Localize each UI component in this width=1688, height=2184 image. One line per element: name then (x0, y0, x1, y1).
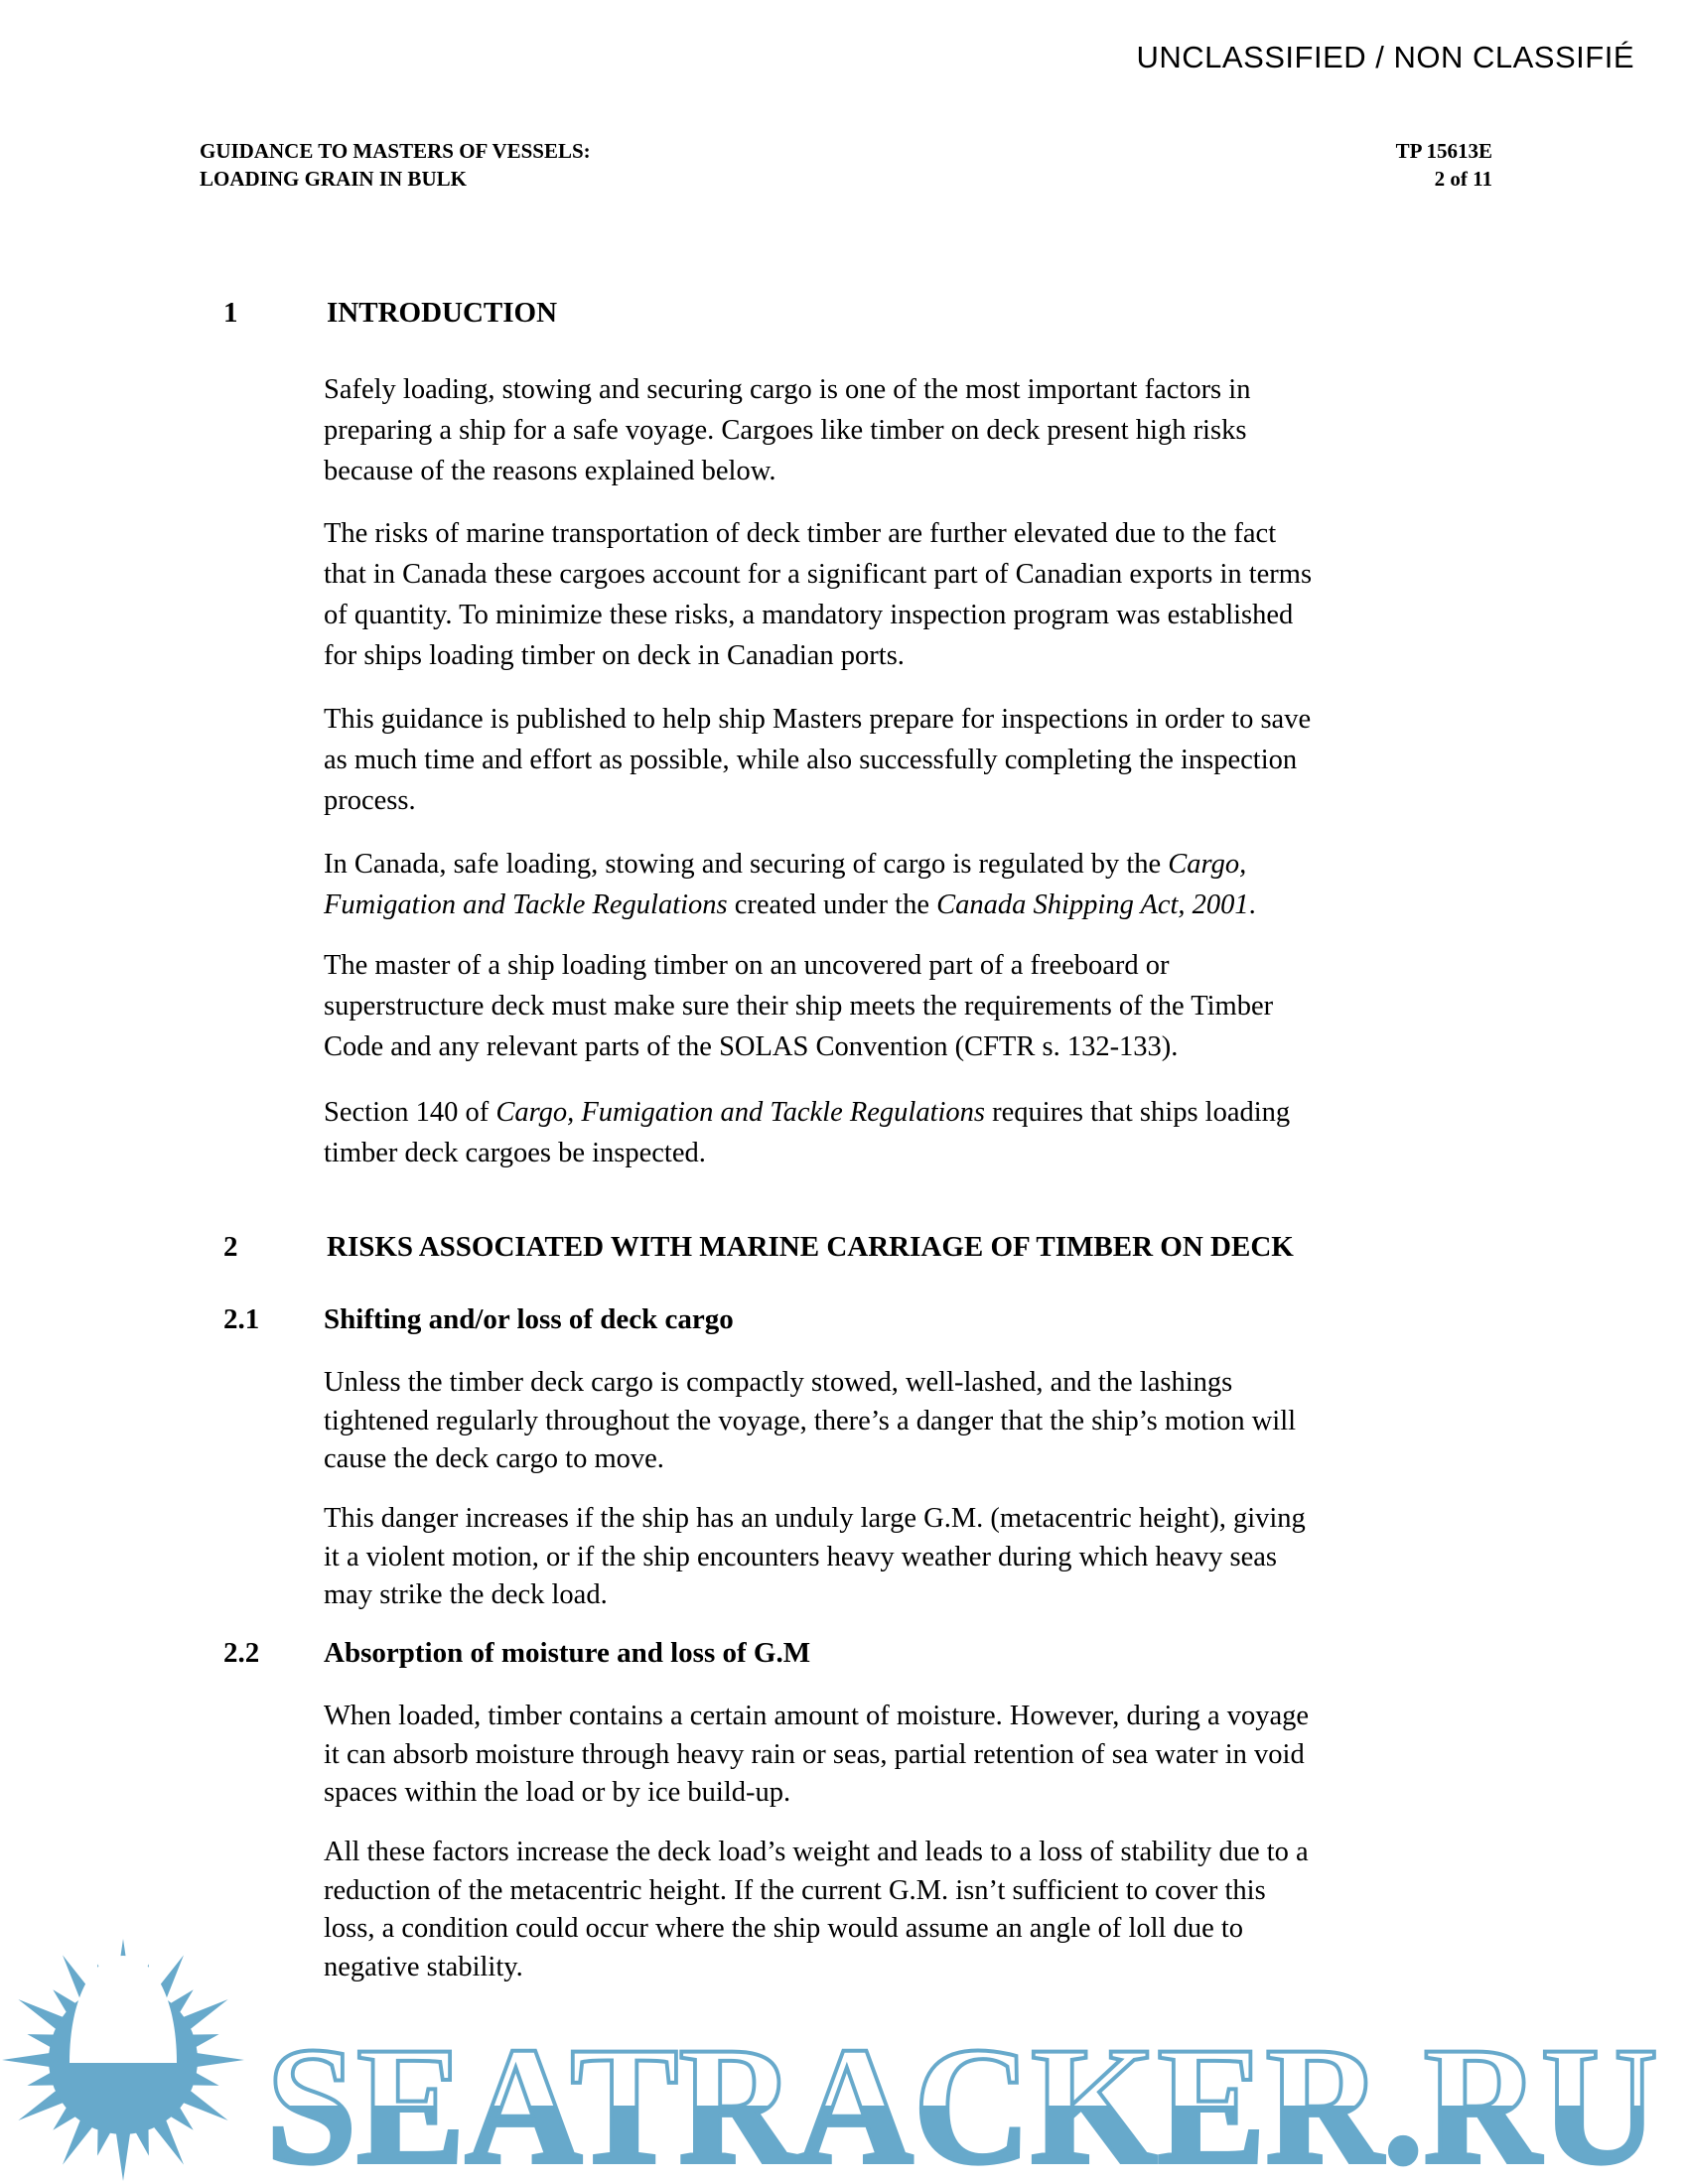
text-segment: it can absorb moisture through heavy rain or seas, partial retention of sea water in void (324, 1738, 1305, 1770)
text-line (324, 1133, 1495, 1173)
sun-logo-icon (2, 1939, 244, 2181)
text-segment: superstructure deck must make sure their ship meets the requirements of the Timber (324, 991, 1274, 1022)
text-line (324, 1736, 1495, 1775)
italic-citation: Cargo, Fumigation and Tackle Regulations (495, 1097, 986, 1128)
watermark-text: SEATRACKER.RU (266, 2012, 1658, 2184)
text-line (324, 1539, 1495, 1577)
text-segment: created under the (727, 889, 937, 920)
italic-citation: Fumigation and Tackle Regulations (324, 889, 728, 920)
classification-label: UNCLASSIFIED / NON CLASSIFIÉ (1136, 40, 1634, 74)
subsection-heading: Absorption of moisture and loss of G.M (324, 1637, 811, 1669)
text-line (324, 885, 1495, 925)
doc-number: TP 15613E (1395, 139, 1492, 163)
seatracker-watermark (0, 1936, 1688, 2184)
text-line (324, 945, 1495, 986)
text-segment: Code and any relevant parts of the SOLAS Convention (CFTR s. 132-133). (324, 1031, 1179, 1062)
text-line (324, 1092, 1495, 1133)
text-line (324, 513, 1495, 554)
paragraph (324, 1500, 1495, 1615)
text-segment: In Canada, safe loading, stowing and securing of cargo is regulated by the (324, 849, 1169, 880)
running-header-docinfo (1396, 137, 1492, 193)
text-segment: Safely loading, stowing and securing cargo is one of the most important factors in (324, 374, 1251, 405)
text-line (324, 1500, 1495, 1539)
sun-ray-icon (193, 2052, 244, 2067)
text-line (324, 1440, 1495, 1479)
paragraph (324, 1698, 1495, 1813)
text-segment: that in Canada these cargoes account for a significant part of Canadian exports in terms (324, 559, 1313, 590)
text-segment: When loaded, timber contains a certain amount of moisture. However, during a voyage (324, 1701, 1310, 1731)
text-segment: spaces within the load or by ice build-up. (324, 1777, 791, 1809)
text-line (324, 451, 1495, 491)
section-number: 2 (223, 1231, 238, 1263)
running-header-title (200, 137, 591, 193)
text-line (324, 780, 1495, 821)
text-line (324, 1026, 1495, 1067)
text-line (324, 1774, 1495, 1813)
text-segment: timber deck cargoes be inspected. (324, 1138, 706, 1168)
text-segment: may strike the deck load. (324, 1579, 608, 1611)
paragraph (324, 1364, 1495, 1479)
sun-ray-icon (115, 2129, 130, 2181)
paragraph (324, 945, 1495, 1067)
text-segment: Section 140 of (324, 1097, 496, 1128)
text-line (324, 844, 1495, 885)
text-line (324, 1576, 1495, 1615)
text-segment: because of the reasons explained below. (324, 456, 776, 486)
text-line (324, 699, 1495, 740)
paragraph (324, 699, 1495, 821)
text-segment: This danger increases if the ship has an unduly large G.M. (metacentric height), giving (324, 1503, 1306, 1534)
page-number: 2 of 11 (1434, 167, 1492, 191)
text-segment: . (1248, 889, 1256, 920)
text-segment: process. (324, 785, 416, 816)
sun-ray-icon (2, 2052, 54, 2067)
text-line (324, 635, 1495, 676)
text-line (324, 1364, 1495, 1403)
text-segment: as much time and effort as possible, while also successfully completing the inspection (324, 745, 1298, 775)
text-segment: preparing a ship for a safe voyage. Cargoes like timber on deck present high risks (324, 415, 1247, 446)
text-segment: reduction of the metacentric height. If the current G.M. isn’t sufficient to cover this (324, 1874, 1266, 1906)
paragraph (324, 1092, 1495, 1173)
paragraph (324, 369, 1495, 491)
subsection-number: 2.2 (223, 1637, 260, 1669)
text-line (324, 1403, 1495, 1441)
text-line (324, 1834, 1495, 1872)
text-segment: The risks of marine transportation of deck timber are further elevated due to the fact (324, 518, 1277, 549)
text-segment: This guidance is published to help ship Masters prepare for inspections in order to save (324, 704, 1312, 735)
text-line (324, 410, 1495, 451)
section-number: 1 (223, 297, 238, 329)
section-heading: RISKS ASSOCIATED WITH MARINE CARRIAGE OF TIMBER ON DECK (327, 1231, 1294, 1263)
subsection-number: 2.1 (223, 1303, 260, 1335)
text-segment: for ships loading timber on deck in Canadian ports. (324, 640, 905, 671)
text-segment: negative stability. (324, 1951, 523, 1982)
text-segment: of quantity. To minimize these risks, a mandatory inspection program was established (324, 600, 1294, 630)
text-line (324, 1872, 1495, 1911)
text-line (324, 986, 1495, 1026)
paragraph (324, 513, 1495, 676)
header-title-line: GUIDANCE TO MASTERS OF VESSELS: (200, 139, 591, 163)
text-segment: it a violent motion, or if the ship encounters heavy weather during which heavy seas (324, 1541, 1278, 1572)
header-title-line: LOADING GRAIN IN BULK (200, 167, 467, 191)
text-line (324, 595, 1495, 635)
paragraph (324, 844, 1495, 925)
text-segment: Unless the timber deck cargo is compactly stowed, well-lashed, and the lashings (324, 1367, 1233, 1398)
text-segment: requires that ships loading (985, 1097, 1291, 1128)
subsection-heading: Shifting and/or loss of deck cargo (324, 1303, 734, 1335)
text-line (324, 554, 1495, 595)
text-segment: All these factors increase the deck load’s weight and leads to a loss of stability due to a (324, 1837, 1309, 1867)
italic-citation: Cargo, (1168, 849, 1247, 880)
text-line (324, 1698, 1495, 1736)
text-segment: tightened regularly throughout the voyage, there’s a danger that the ship’s motion will (324, 1405, 1297, 1436)
italic-citation: Canada Shipping Act, 2001 (936, 889, 1249, 920)
text-segment: The master of a ship loading timber on an uncovered part of a freeboard or (324, 950, 1170, 981)
text-line (324, 369, 1495, 410)
section-heading: INTRODUCTION (327, 297, 558, 329)
text-line (324, 740, 1495, 780)
text-segment: cause the deck cargo to move. (324, 1443, 664, 1475)
text-segment: loss, a condition could occur where the ship would assume an angle of loll due to (324, 1913, 1244, 1945)
